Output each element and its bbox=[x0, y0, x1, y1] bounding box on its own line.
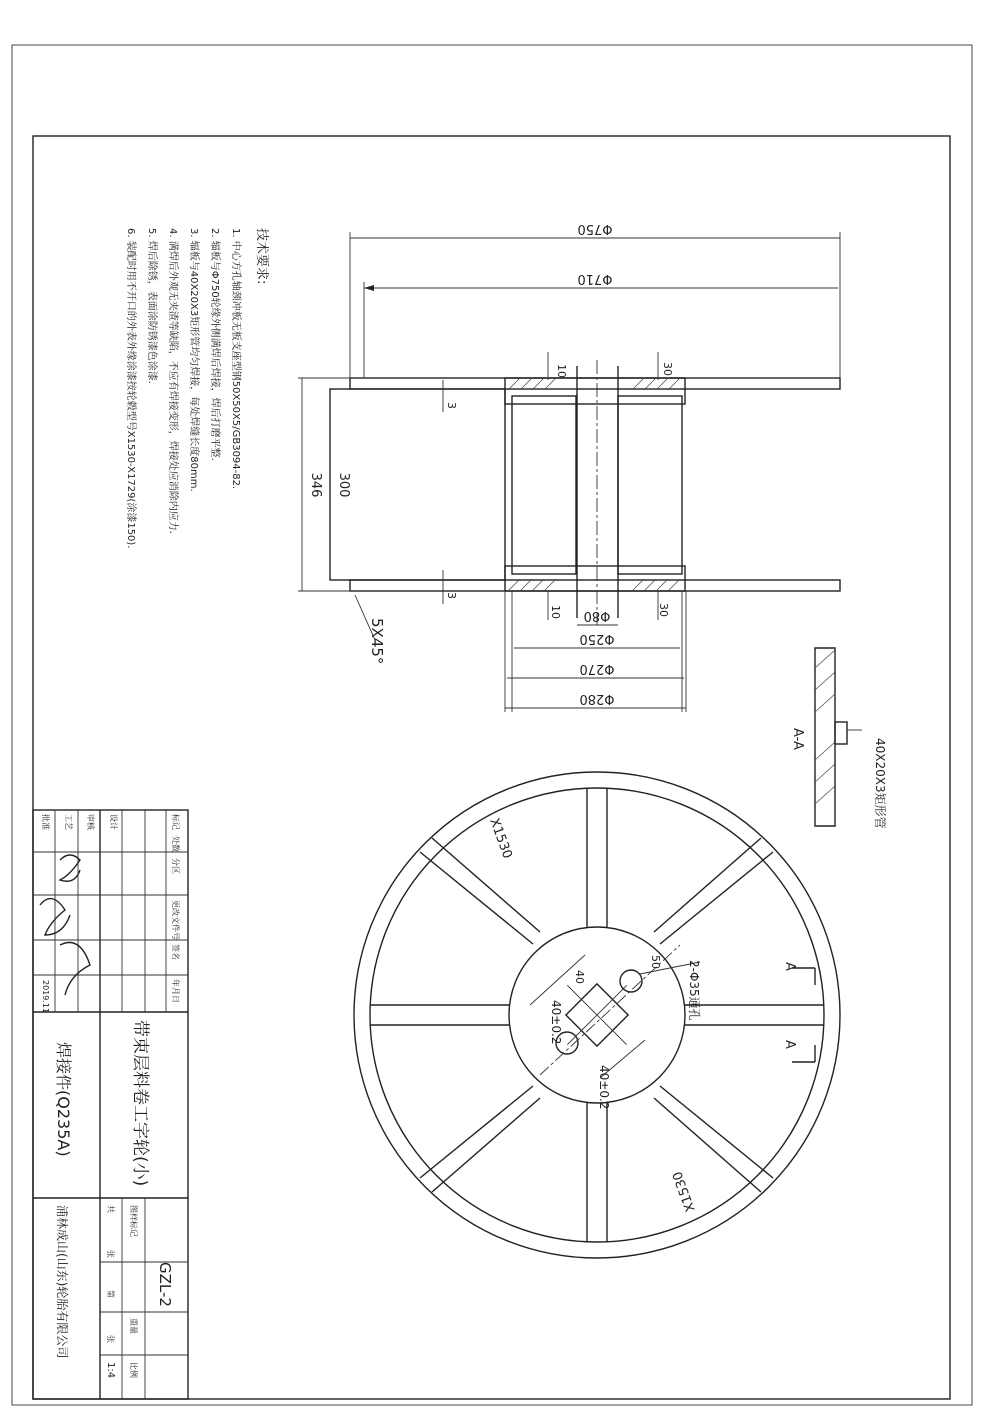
section-hatch bbox=[508, 378, 680, 591]
dim-30-bottom: 30 bbox=[657, 603, 670, 617]
signature-3 bbox=[60, 943, 90, 996]
sheet-current: 第 bbox=[106, 1290, 115, 1298]
dim-346: 346 bbox=[308, 472, 323, 498]
note-5: 5. 焊后除锈，表面涂防锈漆色涂漆. bbox=[146, 228, 157, 384]
cut-mark-2: A bbox=[782, 1040, 797, 1049]
dim-40: 40 bbox=[573, 970, 586, 984]
drum bbox=[330, 389, 505, 580]
dim-40-left: 40±0.2 bbox=[549, 1000, 563, 1045]
row-label-1: 标记 bbox=[171, 814, 180, 830]
dim-750: Φ750 bbox=[577, 221, 613, 236]
wheel-front-view bbox=[354, 772, 840, 1258]
part-name: 带束层料卷工字轮(小) bbox=[130, 1020, 150, 1187]
row-label-3: 分区 bbox=[171, 858, 180, 874]
dim-280: Φ280 bbox=[579, 691, 615, 706]
note-1: 1. 中心方孔轴颈冲板无板支座型钢50X50X5/GB3094-82. bbox=[230, 228, 241, 490]
weight-label: 重量 bbox=[129, 1318, 138, 1334]
stage-label: 图样标记 bbox=[129, 1205, 138, 1237]
wheel-mark-2: X1530 bbox=[670, 1169, 699, 1214]
sheet-unit-2: 张 bbox=[106, 1335, 115, 1343]
role-review: 审核 bbox=[86, 814, 95, 830]
dim-270: Φ270 bbox=[579, 661, 615, 676]
section-label: A-A bbox=[790, 728, 805, 750]
flange-bottom bbox=[350, 580, 840, 591]
date: 2019.11 bbox=[41, 980, 50, 1014]
dim-40-bottom: 40±0.2 bbox=[597, 1065, 611, 1110]
role-design: 设计 bbox=[109, 814, 118, 830]
row-label-2: 处数 bbox=[171, 836, 180, 852]
wheel-mark-1: X1530 bbox=[486, 816, 515, 861]
note-2: 2. 辐板与Φ750轮缘外侧满焊后焊接，焊后打磨平整. bbox=[209, 228, 220, 461]
dim-3-bottom: 3 bbox=[445, 592, 458, 599]
note-3: 3. 辐板与40X20X3矩形管均匀焊接，每处焊缝长度80mm. bbox=[188, 228, 199, 492]
dim-250: Φ250 bbox=[579, 631, 615, 646]
holes-label: 2-Φ35通孔 bbox=[687, 960, 701, 1021]
signature-1 bbox=[60, 855, 80, 881]
role-approve: 批准 bbox=[41, 814, 50, 830]
row-label-5: 签名 bbox=[171, 944, 180, 960]
dim-chamfer: 5X45° bbox=[368, 618, 386, 665]
side-section-view bbox=[298, 221, 840, 712]
tech-requirements bbox=[125, 228, 270, 549]
company-name: 浦林成山(山东)轮胎有限公司 bbox=[55, 1205, 69, 1359]
dim-30-top: 30 bbox=[661, 362, 674, 376]
dim-80: Φ80 bbox=[583, 608, 611, 623]
note-6: 6. 装配时用不开口的外表外缘涂漆按轮毂型号X1530-X1729(涂漆150). bbox=[125, 228, 136, 549]
title-block bbox=[33, 810, 188, 1399]
section-a-a bbox=[790, 648, 887, 829]
note-4: 4. 满焊后外观无夹渣等缺陷，不应有焊接变形，焊接处应消除内应力. bbox=[167, 228, 178, 534]
material: 焊接件(Q235A) bbox=[54, 1042, 73, 1157]
hub-web-right bbox=[618, 396, 682, 574]
dim-300: 300 bbox=[336, 472, 351, 498]
role-process: 工艺 bbox=[64, 814, 73, 830]
scale-value: 1:4 bbox=[105, 1362, 116, 1379]
flange-top bbox=[350, 378, 840, 389]
dim-3-top: 3 bbox=[445, 402, 458, 409]
tech-title: 技术要求: bbox=[254, 228, 269, 285]
bolt-hole-1 bbox=[620, 970, 642, 992]
tube-label: 40X20X3矩形管 bbox=[873, 738, 887, 829]
sheet-total: 共 bbox=[106, 1205, 115, 1213]
dim-710: Φ710 bbox=[577, 271, 613, 286]
cut-mark-1: A bbox=[782, 962, 797, 971]
rect-tube bbox=[835, 722, 847, 744]
row-label-4: 更改文件号 bbox=[171, 900, 180, 940]
drawing-number: GZL-2 bbox=[156, 1262, 174, 1307]
dim-10-bottom: 10 bbox=[549, 605, 562, 619]
hub-web-left bbox=[512, 396, 576, 574]
dim-50: 50 bbox=[649, 955, 662, 969]
scale-label: 比例 bbox=[129, 1362, 138, 1378]
hub-bottom bbox=[505, 566, 685, 591]
dim-10-top: 10 bbox=[555, 364, 568, 378]
hub-top bbox=[505, 378, 685, 404]
sheet-unit-1: 张 bbox=[106, 1250, 115, 1258]
row-label-6: 年月日 bbox=[171, 979, 180, 1003]
